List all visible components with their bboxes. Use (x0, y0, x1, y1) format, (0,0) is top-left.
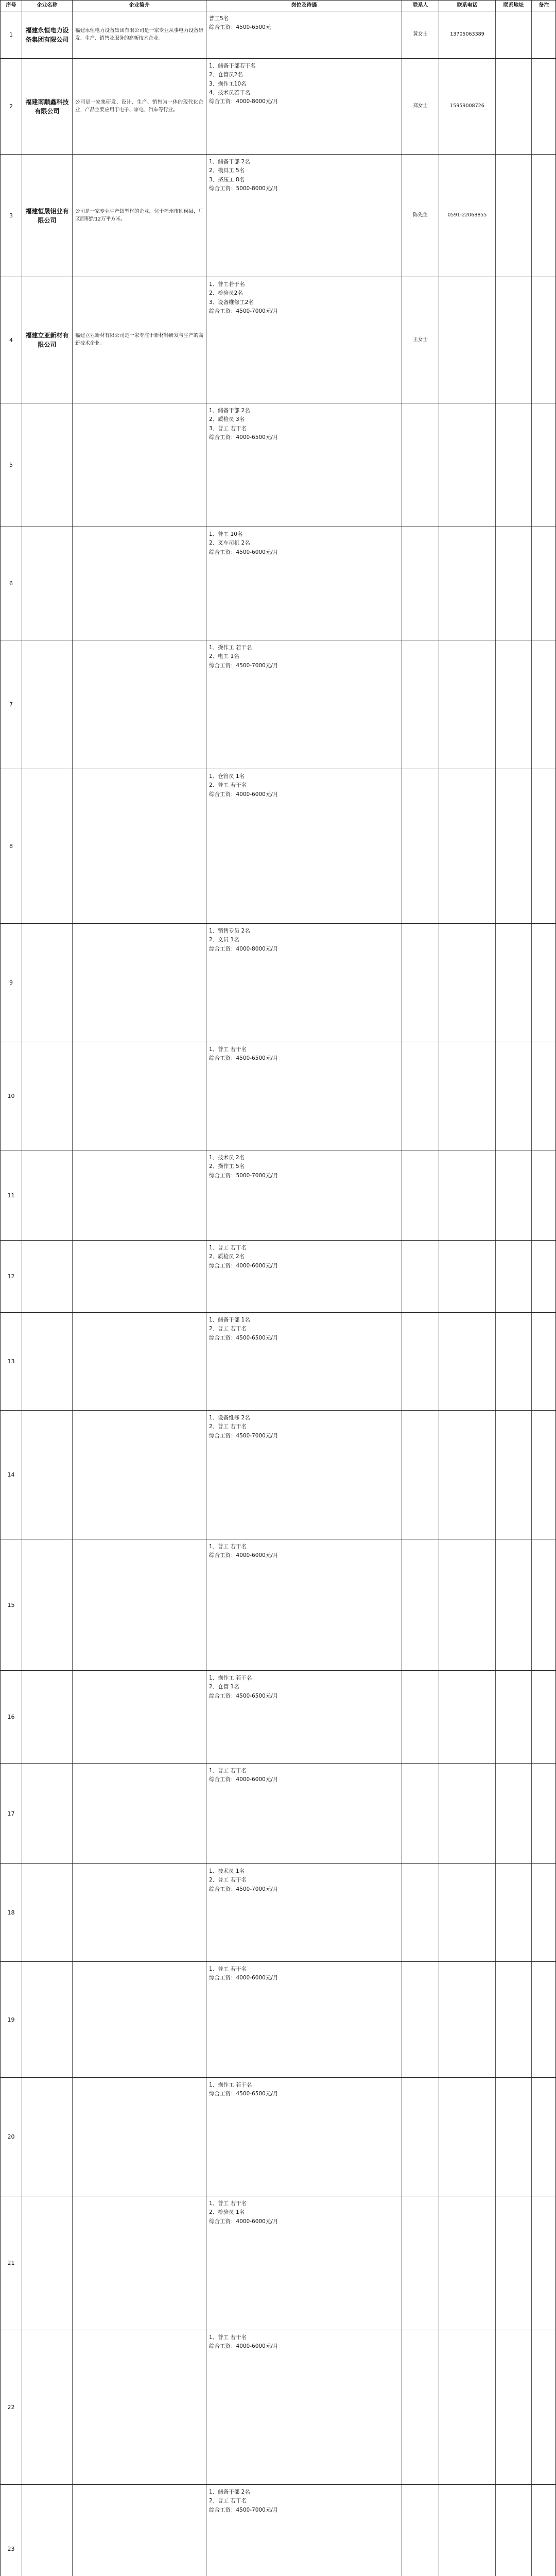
company-name (22, 1241, 73, 1312)
job-line: 2、电工 1名 (209, 653, 239, 660)
job-list (206, 277, 402, 403)
contact-address (496, 640, 532, 769)
contact-address (496, 1150, 532, 1240)
table-row (0, 1150, 556, 1241)
header-note: 备注 (532, 1, 556, 11)
company-intro (73, 1411, 206, 1539)
company-intro (73, 1313, 206, 1410)
header-no: 序号 (1, 1, 22, 11)
contact-address (496, 2196, 532, 2330)
row-number: 16 (1, 1671, 22, 1763)
job-list (206, 155, 402, 277)
table-row (0, 1411, 556, 1539)
row-note (532, 1042, 556, 1150)
company-intro (73, 2196, 206, 2330)
contact-person (402, 769, 439, 923)
table-row (0, 1241, 556, 1313)
contact-address (496, 2330, 532, 2484)
contact-address (496, 2078, 532, 2196)
contact-address (496, 924, 532, 1042)
header-phone: 联系电话 (439, 1, 496, 11)
row-note (532, 2485, 556, 2576)
company-intro (73, 1962, 206, 2077)
job-line: 综合工资：4500-6500元/月 (209, 2091, 279, 2097)
contact-person (402, 924, 439, 1042)
job-line: 综合工资：4000-8000元/月 (209, 945, 279, 952)
job-line: 综合工资：4500-6000元/月 (209, 549, 279, 555)
company-name (22, 924, 73, 1042)
contact-person (402, 1241, 439, 1312)
company-intro (73, 1042, 206, 1150)
contact-address (496, 155, 532, 277)
company-intro (73, 2330, 206, 2484)
job-line: 2、叉车司机 2名 (209, 540, 250, 547)
row-number: 8 (1, 769, 22, 923)
company-intro (73, 2078, 206, 2196)
job-line: 2、普工 若干名 (209, 2498, 247, 2504)
contact-person (402, 527, 439, 640)
table-row (0, 769, 556, 924)
job-list (206, 1962, 402, 2077)
row-note (532, 640, 556, 769)
company-name (22, 1764, 73, 1863)
job-line: 2、仓管 1名 (209, 1684, 239, 1690)
contact-person (402, 2196, 439, 2330)
row-note (532, 59, 556, 154)
row-number: 18 (1, 1864, 22, 1961)
company-name (22, 1539, 73, 1670)
row-note (532, 1764, 556, 1863)
contact-address (496, 1864, 532, 1961)
table-body (0, 11, 556, 2576)
header-address: 联系地址 (496, 1, 532, 11)
job-line: 综合工资：4000-6000元/月 (209, 2343, 279, 2350)
row-number: 4 (1, 277, 22, 403)
contact-phone (439, 277, 496, 403)
row-number: 23 (1, 2485, 22, 2576)
company-intro (73, 1864, 206, 1961)
table-row (0, 1539, 556, 1671)
company-intro: 福建立亚新材有限公司是一家专注于新材料研发与生产的高新技术企业。 (73, 277, 206, 403)
contact-phone: 15959008726 (439, 59, 496, 154)
job-line: 1、普工 若干名 (209, 1245, 247, 1251)
table-row (0, 59, 556, 155)
contact-phone (439, 1539, 496, 1670)
contact-person (402, 1864, 439, 1961)
company-name (22, 1962, 73, 2077)
contact-phone (439, 1962, 496, 2077)
contact-person (402, 1313, 439, 1410)
row-number: 1 (1, 11, 22, 58)
contact-phone (439, 2078, 496, 2196)
job-line: 2、检验员2名 (209, 290, 243, 297)
row-note (532, 769, 556, 923)
contact-phone: 0591-22068855 (439, 155, 496, 277)
company-name (22, 640, 73, 769)
job-line: 1、普工 若干名 (209, 1768, 247, 1774)
job-line: 1、操作工 若干名 (209, 1675, 252, 1681)
table-row (0, 1042, 556, 1150)
row-number: 17 (1, 1764, 22, 1863)
job-line: 综合工资：4000-6000元/月 (209, 1552, 279, 1559)
company-name (22, 2078, 73, 2196)
job-line: 2、质检员 3名 (209, 416, 245, 423)
company-name (22, 1864, 73, 1961)
row-number: 22 (1, 2330, 22, 2484)
header-contact: 联系人 (402, 1, 439, 11)
job-list (206, 1864, 402, 1961)
contact-phone (439, 2330, 496, 2484)
table-row (0, 924, 556, 1042)
job-line: 1、技术员 1名 (209, 1868, 245, 1874)
contact-address (496, 403, 532, 527)
job-line: 综合工资：4000-8000元/月 (209, 98, 279, 105)
contact-address (496, 1411, 532, 1539)
company-intro: 公司是一家专业生产铝型材的企业，位于福州市闽侯县，厂区面积约12万平方米。 (73, 155, 206, 277)
company-intro (73, 924, 206, 1042)
header-jobs: 岗位及待遇 (206, 1, 402, 11)
row-number: 10 (1, 1042, 22, 1150)
job-line: 综合工资：4000-6500元/月 (209, 434, 279, 440)
contact-person (402, 1539, 439, 1670)
contact-person: 陈先生 (402, 155, 439, 277)
job-list (206, 527, 402, 640)
row-note (532, 1150, 556, 1240)
job-line: 3、操作工10名 (209, 80, 247, 87)
job-list (206, 2485, 402, 2576)
job-line: 综合工资：4000-6000元/月 (209, 1776, 279, 1783)
job-list (206, 1764, 402, 1863)
company-intro (73, 527, 206, 640)
job-list (206, 11, 402, 58)
contact-address (496, 2485, 532, 2576)
job-list (206, 1241, 402, 1312)
company-intro: 福建永恒电力设备集团有限公司是一家专业从事电力设备研发、生产、销售及服务的高新技术企业。 (73, 11, 206, 58)
job-list (206, 59, 402, 154)
job-list (206, 769, 402, 923)
company-intro (73, 1241, 206, 1312)
row-number: 19 (1, 1962, 22, 2077)
row-note (532, 1411, 556, 1539)
job-line: 1、储备干部 2名 (209, 2489, 250, 2495)
table-row (0, 1671, 556, 1764)
job-list (206, 403, 402, 527)
contact-phone (439, 1313, 496, 1410)
row-note (532, 1962, 556, 2077)
job-line: 综合工资：5000-7000元/月 (209, 1172, 279, 1179)
row-note (532, 277, 556, 403)
job-list (206, 1671, 402, 1763)
contact-address (496, 769, 532, 923)
row-note (532, 155, 556, 277)
company-intro (73, 1150, 206, 1240)
job-line: 综合工资：4500-6500元 (209, 24, 271, 31)
job-line: 综合工资：4500-7000元/月 (209, 2506, 279, 2513)
table-row (0, 1764, 556, 1864)
contact-address (496, 1042, 532, 1150)
row-number: 20 (1, 2078, 22, 2196)
job-line: 综合工资：4000-6000元/月 (209, 1975, 279, 1981)
job-line: 1、储备干部 2名 (209, 159, 250, 165)
job-line: 1、普工 若干名 (209, 2200, 247, 2207)
job-line: 综合工资：5000-8000元/月 (209, 185, 279, 192)
contact-phone (439, 1411, 496, 1539)
contact-person: 王女士 (402, 277, 439, 403)
company-name (22, 2196, 73, 2330)
row-number: 9 (1, 924, 22, 1042)
table-row (0, 155, 556, 277)
job-line: 1、操作工 若干名 (209, 2082, 252, 2088)
job-list (206, 1150, 402, 1240)
job-line: 1、普工 10名 (209, 531, 243, 537)
job-line: 综合工资：4500-7000元/月 (209, 308, 279, 314)
job-list (206, 1539, 402, 1670)
table-row (0, 1313, 556, 1411)
company-name (22, 527, 73, 640)
contact-person (402, 2485, 439, 2576)
contact-address (496, 527, 532, 640)
contact-person (402, 640, 439, 769)
contact-address (496, 1962, 532, 2077)
contact-phone (439, 527, 496, 640)
contact-person (402, 1042, 439, 1150)
job-line: 2、模具工 5名 (209, 167, 245, 174)
job-line: 1、操作工 若干名 (209, 645, 252, 651)
row-note (532, 924, 556, 1042)
table-row (0, 2196, 556, 2330)
job-line: 4、技术员若干名 (209, 89, 251, 96)
company-intro (73, 2485, 206, 2576)
company-intro (73, 1671, 206, 1763)
row-number: 3 (1, 155, 22, 277)
job-line: 1、销售专员 2名 (209, 928, 250, 934)
contact-address (496, 59, 532, 154)
company-name: 福建永恒电力设备集团有限公司 (22, 11, 73, 58)
company-intro: 公司是一家集研发、设计、生产、销售为一体的现代化企业，产品主要应用于电子、家电、汽车等行业。 (73, 59, 206, 154)
contact-person (402, 2078, 439, 2196)
job-list (206, 2078, 402, 2196)
job-line: 普工5名 (209, 15, 229, 22)
job-line: 综合工资：4500-7000元/月 (209, 1432, 279, 1439)
contact-phone (439, 924, 496, 1042)
company-intro (73, 1764, 206, 1863)
job-line: 2、仓管员2名 (209, 72, 243, 78)
contact-address (496, 1539, 532, 1670)
job-line: 1、储备干部 2名 (209, 408, 250, 414)
company-intro (73, 403, 206, 527)
job-line: 1、普工若干名 (209, 281, 245, 287)
job-line: 2、检验员 1名 (209, 2209, 245, 2216)
job-line: 2、普工 若干名 (209, 782, 247, 789)
header-intro: 企业简介 (73, 1, 206, 11)
job-list (206, 1313, 402, 1410)
row-number: 21 (1, 2196, 22, 2330)
company-intro (73, 769, 206, 923)
row-note (532, 1241, 556, 1312)
job-line: 1、技术员 2名 (209, 1155, 245, 1161)
contact-phone (439, 1864, 496, 1961)
job-list (206, 2330, 402, 2484)
row-number: 2 (1, 59, 22, 154)
company-name (22, 1671, 73, 1763)
contact-address (496, 277, 532, 403)
row-note (532, 403, 556, 527)
job-list (206, 924, 402, 1042)
contact-phone (439, 1671, 496, 1763)
row-number: 11 (1, 1150, 22, 1240)
job-line: 综合工资：4500-6500元/月 (209, 1055, 279, 1062)
job-line: 综合工资：4500-7000元/月 (209, 1886, 279, 1892)
contact-person (402, 1764, 439, 1863)
row-number: 6 (1, 527, 22, 640)
row-note (532, 1864, 556, 1961)
job-list (206, 1411, 402, 1539)
company-name (22, 1411, 73, 1539)
job-line: 2、操作工 5名 (209, 1163, 245, 1170)
row-number: 7 (1, 640, 22, 769)
job-line: 综合工资：4000-6000元/月 (209, 791, 279, 798)
contact-person: 黄女士 (402, 11, 439, 58)
contact-person: 郑女士 (402, 59, 439, 154)
row-note (532, 1313, 556, 1410)
job-line: 2、普工 若干名 (209, 1423, 247, 1430)
job-line: 1、储备干部 1名 (209, 1317, 250, 1323)
company-name: 福建恒晟铝业有限公司 (22, 155, 73, 277)
row-note (532, 2196, 556, 2330)
row-note (532, 527, 556, 640)
job-line: 综合工资：4500-6500元/月 (209, 1692, 279, 1699)
contact-phone (439, 640, 496, 769)
table-header (0, 0, 556, 11)
table-row (0, 1962, 556, 2078)
contact-phone (439, 769, 496, 923)
company-name (22, 2330, 73, 2484)
company-name: 福建立亚新材有限公司 (22, 277, 73, 403)
row-note (532, 2330, 556, 2484)
table-row (0, 2078, 556, 2196)
contact-person (402, 1150, 439, 1240)
job-line: 1、普工 若干名 (209, 1046, 247, 1053)
company-intro (73, 640, 206, 769)
job-line: 2、普工 若干名 (209, 1326, 247, 1332)
table-row (0, 2485, 556, 2576)
job-line: 2、文员 1名 (209, 937, 239, 943)
job-line: 3、普工 若干名 (209, 425, 247, 432)
company-name (22, 2485, 73, 2576)
header-company: 企业名称 (22, 1, 73, 11)
row-note (532, 1671, 556, 1763)
table-row (0, 11, 556, 59)
row-note (532, 1539, 556, 1670)
row-note (532, 11, 556, 58)
job-line: 1、普工 若干名 (209, 2334, 247, 2341)
table-row (0, 403, 556, 527)
job-line: 1、普工 若干名 (209, 1544, 247, 1550)
table-row (0, 277, 556, 403)
contact-person (402, 403, 439, 527)
job-line: 综合工资：4500-6500元/月 (209, 1334, 279, 1341)
contact-person (402, 1671, 439, 1763)
job-line: 2、普工 若干名 (209, 1877, 247, 1884)
table-row (0, 527, 556, 640)
contact-address (496, 1671, 532, 1763)
job-line: 综合工资：4000-6000元/月 (209, 1262, 279, 1269)
company-intro (73, 1539, 206, 1670)
table-row (0, 640, 556, 769)
contact-person (402, 1411, 439, 1539)
row-note (532, 2078, 556, 2196)
contact-address (496, 1241, 532, 1312)
row-number: 12 (1, 1241, 22, 1312)
job-list (206, 1042, 402, 1150)
contact-phone (439, 2196, 496, 2330)
company-name: 福建南顺鑫科技有限公司 (22, 59, 73, 154)
company-name (22, 403, 73, 527)
job-line: 1、普工 若干名 (209, 1966, 247, 1972)
contact-phone (439, 1042, 496, 1150)
job-line: 综合工资：4500-7000元/月 (209, 662, 279, 669)
contact-person (402, 1962, 439, 2077)
job-list (206, 640, 402, 769)
contact-address (496, 11, 532, 58)
contact-phone (439, 403, 496, 527)
table-row (0, 2330, 556, 2485)
row-number: 13 (1, 1313, 22, 1410)
row-number: 15 (1, 1539, 22, 1670)
job-line: 1、储备干部若干名 (209, 63, 256, 69)
company-name (22, 1150, 73, 1240)
contact-phone (439, 1150, 496, 1240)
company-name (22, 1042, 73, 1150)
contact-address (496, 1313, 532, 1410)
contact-person (402, 2330, 439, 2484)
row-number: 5 (1, 403, 22, 527)
contact-phone (439, 2485, 496, 2576)
company-name (22, 769, 73, 923)
contact-phone: 13705063389 (439, 11, 496, 58)
table-row (0, 1864, 556, 1962)
contact-phone (439, 1764, 496, 1863)
job-line: 2、质检员 2名 (209, 1253, 245, 1260)
contact-phone (439, 1241, 496, 1312)
job-line: 综合工资：4000-6000元/月 (209, 2218, 279, 2225)
contact-address (496, 1764, 532, 1863)
row-number: 14 (1, 1411, 22, 1539)
job-line: 3、挤压工 8名 (209, 176, 245, 183)
job-list (206, 2196, 402, 2330)
job-line: 1、仓管员 1名 (209, 773, 245, 779)
job-line: 3、设备维修工2名 (209, 299, 254, 306)
job-line: 1、设备维修 2名 (209, 1415, 250, 1421)
company-name (22, 1313, 73, 1410)
